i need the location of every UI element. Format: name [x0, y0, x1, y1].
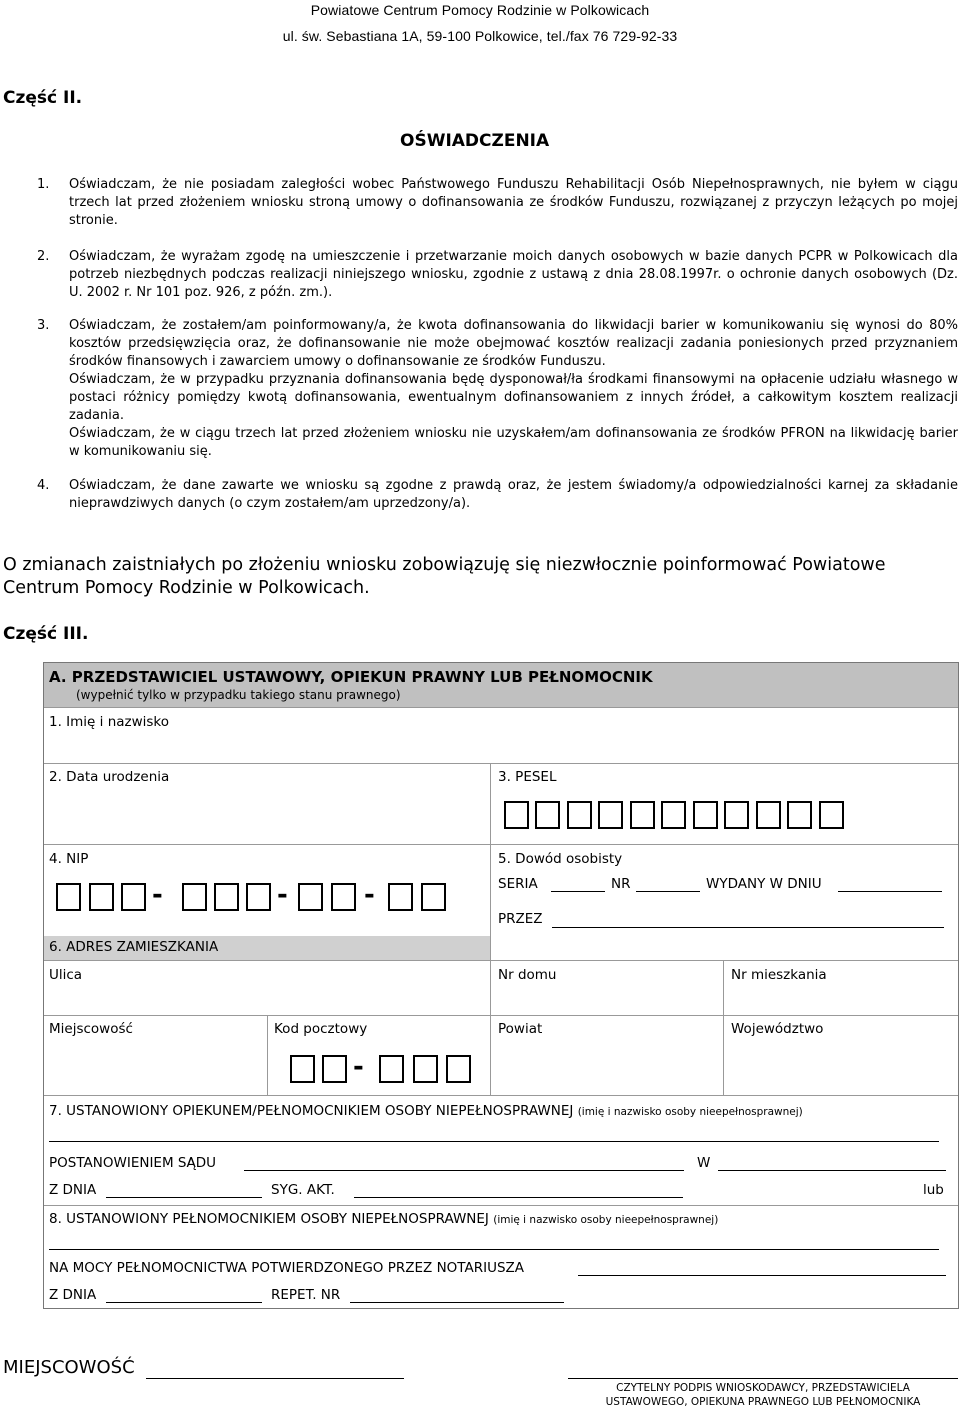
part2-heading: OŚWIADCZENIA — [400, 131, 550, 151]
field-address-label: 6. ADRES ZAMIESZKANIA — [49, 939, 219, 955]
statement-text: Oświadczam, że zostałem/am poinformowany/a, że kwota dofinansowania do likwidacji barier w komunikowaniu się wynosi do 80% kosztów przedsięwzięcia oraz, że dofinansowanie nie może obejmować kosztów realizacji zadania poniesionych przed przyznaniem środków finansowych i zawarciem umowy o dofinansowanie ze środków Funduszu. — [69, 318, 958, 369]
court-in-label: W — [697, 1155, 711, 1171]
section-note: (wypełnić tylko w przypadku takiego stanu prawnego) — [76, 688, 401, 702]
power-date-label: Z DNIA — [49, 1287, 97, 1303]
id-nr-line[interactable] — [636, 891, 700, 892]
signature-caption-line-1: CZYTELNY PODPIS WNIOSKODAWCY, PRZEDSTAWICIELA — [616, 1382, 910, 1394]
street-input[interactable] — [44, 961, 490, 1015]
signature-caption — [568, 1381, 958, 1409]
commitment-text: O zmianach zaistniałych po złożeniu wniosku zobowiązuję się niezwłocznie poinformować Powiatowe Centrum Pomocy Rodzinie w Polkowicach. — [3, 555, 886, 598]
voivodeship-label: Województwo — [731, 1021, 824, 1037]
statement-3 — [37, 317, 958, 461]
field-8-note: (imię i nazwisko osoby nieepełnosprawnej) — [493, 1214, 719, 1226]
statement-number: 2. — [37, 249, 50, 264]
field-7-label: 7. USTANOWIONY OPIEKUNEM/PEŁNOMOCNIKIEM OSOBY NIEPEŁNOSPRAWNEJ (imię i nazwisko osoby nieepełnosprawnej) — [49, 1103, 803, 1119]
repertory-label: REPET. NR — [271, 1287, 341, 1303]
or-label: lub — [923, 1182, 944, 1198]
court-date-line[interactable] — [106, 1197, 262, 1198]
court-decision-line[interactable] — [244, 1170, 684, 1171]
voivodeship-input[interactable] — [724, 1016, 958, 1095]
field-id-label: 5. Dowód osobisty — [498, 851, 623, 867]
field-8-label: 8. USTANOWIONY PEŁNOMOCNIKIEM OSOBY NIEPEŁNOSPRAWNEJ (imię i nazwisko osoby nieepełnosprawnej) — [49, 1211, 719, 1227]
flat-number-label: Nr mieszkania — [731, 967, 827, 983]
house-number-label: Nr domu — [498, 967, 557, 983]
field-nip-label: 4. NIP — [49, 851, 89, 867]
court-in-line[interactable] — [718, 1170, 946, 1171]
statement-4 — [37, 477, 958, 513]
statement-1 — [37, 176, 958, 230]
field-birth-label: 2. Data urodzenia — [49, 769, 170, 785]
repertory-line[interactable] — [350, 1302, 564, 1303]
field-7-note: (imię i nazwisko osoby nieepełnosprawnej) — [577, 1106, 803, 1118]
id-by-line[interactable] — [552, 927, 944, 928]
id-issued-line[interactable] — [838, 891, 942, 892]
statement-text: Oświadczam, że nie posiadam zaległości wobec Państwowego Funduszu Rehabilitacji Osób Niepełnosprawnych, nie byłem w ciągu trzech lat przed złożeniem wniosku stroną umowy o dofinansowania ze środków Funduszu, rozwiązanej z przyczyn leżących po mojej stronie. — [69, 177, 958, 228]
field-pesel-label: 3. PESEL — [498, 769, 557, 785]
street-label: Ulica — [49, 967, 83, 983]
statement-text: Oświadczam, że w ciągu trzech lat przed złożeniem wniosku nie uzyskałem/am dofinansowania ze środków PFRON na likwidację barier w komunikowaniu się. — [69, 426, 958, 459]
county-label: Powiat — [498, 1021, 543, 1037]
notary-label: NA MOCY PEŁNOMOCNICTWA POTWIERDZONEGO PRZEZ NOTARIUSZA — [49, 1260, 525, 1276]
court-decision-label: POSTANOWIENIEM SĄDU — [49, 1155, 216, 1171]
id-nr-label: NR — [611, 876, 631, 892]
city-input[interactable] — [44, 1016, 267, 1095]
court-date-label: Z DNIA — [49, 1182, 97, 1198]
case-number-line[interactable] — [354, 1197, 683, 1198]
part2-title: Część II. — [3, 88, 83, 108]
postal-code-label: Kod pocztowy — [274, 1021, 368, 1037]
field-8-name-line[interactable] — [49, 1249, 939, 1250]
statement-number: 4. — [37, 478, 50, 493]
header-address: ul. św. Sebastiana 1A, 59-100 Polkowice, tel./fax 76 729-92-33 — [282, 28, 678, 44]
place-line[interactable] — [146, 1378, 404, 1379]
place-label: MIEJSCOWOŚĆ — [3, 1357, 135, 1378]
statement-number: 3. — [37, 318, 50, 333]
statement-number: 1. — [37, 177, 50, 192]
statement-2 — [37, 248, 958, 302]
house-number-input[interactable] — [491, 961, 723, 1015]
case-number-label: SYG. AKT. — [271, 1182, 335, 1198]
flat-number-input[interactable] — [724, 961, 958, 1015]
header-org: Powiatowe Centrum Pomocy Rodzinie w Polkowicach — [310, 2, 650, 18]
power-date-line[interactable] — [106, 1302, 262, 1303]
signature-line[interactable] — [568, 1378, 958, 1379]
id-by-label: PRZEZ — [498, 911, 543, 927]
birth-date-input[interactable] — [44, 764, 490, 844]
id-seria-label: SERIA — [498, 876, 538, 892]
statement-text: Oświadczam, że wyrażam zgodę na umieszczenie i przetwarzanie moich danych osobowych w bazie danych PCPR w Polkowicach dla potrzeb niezbędnych podczas realizacji niniejszego wniosku, zgodnie z ustawą z dnia 28.08.1997r. o ochronie danych osobowych (Dz. U. 2002 r. Nr 101 poz. 926, z późn. zm.). — [69, 249, 958, 300]
city-label: Miejscowość — [49, 1021, 133, 1037]
notary-line[interactable] — [578, 1275, 946, 1276]
county-input[interactable] — [491, 1016, 723, 1095]
name-input[interactable] — [44, 708, 958, 763]
signature-caption-line-2: USTAWOWEGO, OPIEKUNA PRAWNEGO LUB PEŁNOMOCNIKA — [605, 1396, 921, 1408]
field-7-name-line[interactable] — [49, 1141, 939, 1142]
section-title: A. PRZEDSTAWICIEL USTAWOWY, OPIEKUN PRAWNY LUB PEŁNOMOCNIK — [49, 668, 653, 686]
id-seria-line[interactable] — [551, 891, 605, 892]
id-issued-label: WYDANY W DNIU — [706, 876, 822, 892]
part3-title: Część III. — [3, 624, 89, 644]
statement-text: Oświadczam, że w przypadku przyznania dofinansowania będę dysponował/ła środkami finansowymi na opłacenie udziału własnego w postaci różnicy pomiędzy kwotą dofinansowania, ewentualnym dofinansowaniem z innych źródeł, a całkowitym kosztem realizacji zadania. — [69, 372, 958, 423]
field-name-label: 1. Imię i nazwisko — [49, 714, 170, 730]
statement-text: Oświadczam, że dane zawarte we wniosku są zgodne z prawdą oraz, że jestem świadomy/a odpowiedzialności karnej za składanie nieprawdziwych danych (o czym zostałem/am uprzedzony/a). — [69, 478, 958, 511]
